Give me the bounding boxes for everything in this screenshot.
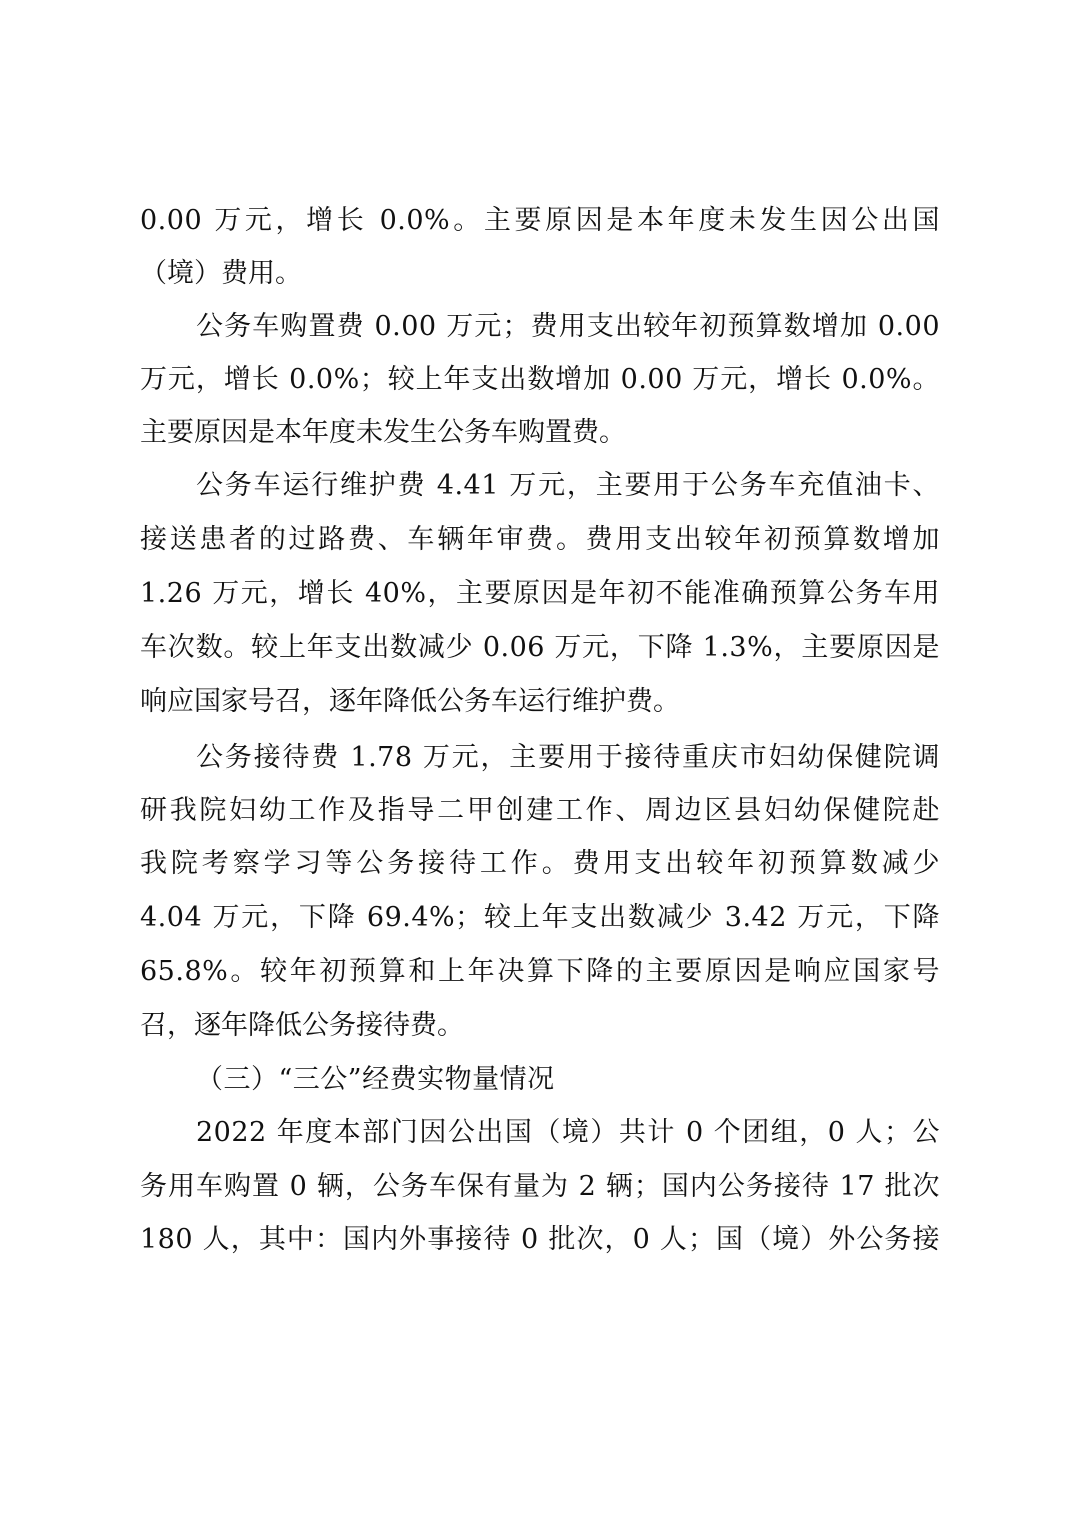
text-line: 65.8%。较年初预算和上年决算下降的主要原因是响应国家号 xyxy=(140,956,940,987)
section-heading: （三）“三公”经费实物量情况 xyxy=(196,1064,555,1095)
text-line: 公务车运行维护费 4.41 万元，主要用于公务车充值油卡、 xyxy=(196,470,940,501)
text-line: 响应国家号召，逐年降低公务车运行维护费。 xyxy=(140,686,680,717)
text-line: 0.00 万元，增长 0.0%。主要原因是本年度未发生因公出国 xyxy=(140,205,940,236)
text-line: 公务接待费 1.78 万元，主要用于接待重庆市妇幼保健院调 xyxy=(196,742,940,773)
text-line: 公务车购置费 0.00 万元；费用支出较年初预算数增加 0.00 xyxy=(196,311,940,342)
text-line: 务用车购置 0 辆，公务车保有量为 2 辆；国内公务接待 17 批次 xyxy=(140,1171,940,1202)
text-line: 我院考察学习等公务接待工作。费用支出较年初预算数减少 xyxy=(140,848,940,879)
text-line: 主要原因是本年度未发生公务车购置费。 xyxy=(140,417,626,448)
text-line: 1.26 万元，增长 40%，主要原因是年初不能准确预算公务车用 xyxy=(140,578,940,609)
text-line: 万元，增长 0.0%；较上年支出数增加 0.00 万元，增长 0.0%。 xyxy=(140,364,940,395)
text-line: （境）费用。 xyxy=(140,258,302,289)
text-line: 车次数。较上年支出数减少 0.06 万元，下降 1.3%，主要原因是 xyxy=(140,632,940,663)
text-line: 接送患者的过路费、车辆年审费。费用支出较年初预算数增加 xyxy=(140,524,940,555)
text-line: 2022 年度本部门因公出国（境）共计 0 个团组，0 人；公 xyxy=(196,1117,940,1148)
text-line: 召，逐年降低公务接待费。 xyxy=(140,1010,464,1041)
text-line: 研我院妇幼工作及指导二甲创建工作、周边区县妇幼保健院赴 xyxy=(140,795,940,826)
text-line: 180 人，其中：国内外事接待 0 批次，0 人；国（境）外公务接 xyxy=(140,1224,940,1255)
text-line: 4.04 万元，下降 69.4%；较上年支出数减少 3.42 万元，下降 xyxy=(140,902,940,933)
